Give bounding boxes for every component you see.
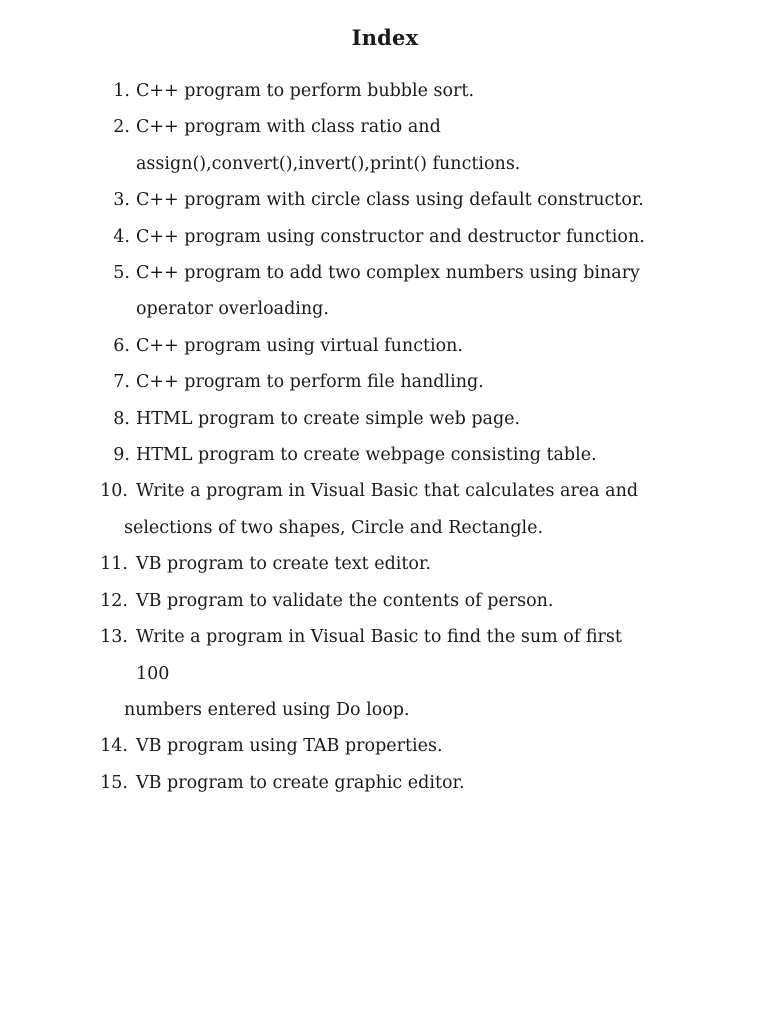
item-line: C++ program with class ratio and [136, 117, 441, 138]
item-line: Write a program in Visual Basic that calculates area and [136, 481, 639, 502]
item-line: C++ program to perform file handling. [136, 372, 484, 393]
item-line: VB program to create graphic editor. [136, 772, 465, 793]
list-item [0, 546, 770, 582]
list-item [0, 364, 770, 400]
list-item [0, 255, 770, 328]
item-text [136, 583, 656, 619]
item-text [136, 437, 656, 473]
item-line: numbers entered using Do loop. [124, 699, 410, 720]
item-number: 10. [100, 481, 128, 502]
item-number: 15. [100, 772, 128, 793]
item-number: 8. [113, 408, 130, 429]
item-text [136, 401, 656, 437]
item-line: C++ program using constructor and destructor function. [136, 226, 645, 247]
item-number: 12. [100, 590, 128, 611]
item-line: C++ program with circle class using default constructor. [136, 190, 644, 211]
item-number: 1. [113, 81, 130, 101]
item-text [136, 109, 656, 182]
item-text [124, 619, 656, 728]
item-number: 5. [113, 263, 130, 284]
item-line: C++ program using virtual function. [136, 335, 463, 356]
index-list [0, 73, 770, 801]
list-item [0, 437, 770, 473]
list-item [0, 73, 770, 109]
item-line: operator overloading. [136, 299, 329, 320]
item-line: Write a program in Visual Basic to find the sum of first 100 [136, 627, 622, 684]
item-line: VB program to validate the contents of person. [136, 590, 554, 611]
item-number: 7. [113, 372, 130, 393]
list-item [0, 401, 770, 437]
item-line: VB program to create text editor. [136, 554, 431, 575]
item-text [136, 328, 656, 364]
list-item [0, 473, 770, 546]
item-text [136, 182, 656, 218]
item-line: selections of two shapes, Circle and Rectangle. [124, 517, 544, 538]
item-line: HTML program to create simple web page. [136, 408, 521, 429]
item-number: 3. [113, 190, 130, 211]
list-item [0, 219, 770, 255]
item-text [136, 73, 656, 109]
list-item [0, 583, 770, 619]
item-number: 6. [113, 335, 130, 356]
item-text [136, 364, 656, 400]
item-text [136, 255, 656, 328]
item-line: VB program using TAB properties. [136, 736, 443, 757]
list-item [0, 109, 770, 182]
page-title: Index [351, 25, 419, 50]
item-number: 13. [100, 627, 128, 648]
item-number: 14. [100, 736, 128, 757]
item-text [124, 473, 656, 546]
item-number: 4. [113, 226, 130, 247]
list-item [0, 728, 770, 764]
item-line: assign(),convert(),invert(),print() functions. [136, 153, 521, 174]
list-item [0, 328, 770, 364]
list-item [0, 619, 770, 728]
item-number: 11. [100, 554, 128, 575]
item-text [136, 765, 656, 801]
list-item [0, 765, 770, 801]
item-number: 9. [113, 445, 130, 466]
item-line: C++ program to perform bubble sort. [136, 81, 475, 101]
item-line: HTML program to create webpage consisting table. [136, 445, 597, 466]
item-text [136, 219, 656, 255]
item-text [136, 546, 656, 582]
item-text [136, 728, 656, 764]
list-item [0, 182, 770, 218]
item-line: C++ program to add two complex numbers using binary [136, 263, 640, 284]
item-number: 2. [113, 117, 130, 138]
